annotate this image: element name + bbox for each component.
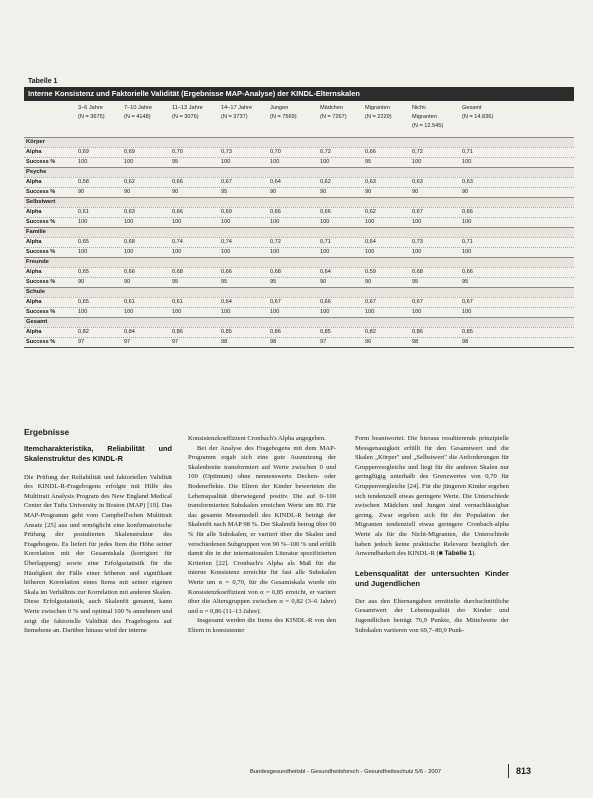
table-row xyxy=(24,327,574,337)
group-name: Familie xyxy=(24,227,574,237)
running-footer: Bundesgesundheitsbl - Gesundheitsforsch - Gesundheitsschutz 5/6 · 2007 xyxy=(250,769,442,775)
table-cell: 90 xyxy=(270,189,277,195)
paragraph-text: Form beantwortet. Die hieraus resultierende prinzipielle Messgenauigkeit erfüllt für den Gesamtwert und die Skalen „Körper" und „Selbstwert" die Anforderungen für Gruppenvergleiche und liegt für die anderen Skalen nur geringfügig unterhalb des Grenzwertes von 0,70 für Gruppenvergleiche [24]. Für die jüngeren Kinder ergeben sich tendenziell etwas geringere Werte. Die Unterschiede zwischen Mädchen und Jungen sind vernachlässigbar gering. Zwar ergeben sich für die Population der Migranten tendenziell etwas geringere Cronbach-alpha Werte als für die Nicht-Migranten, die Unterschiede haben jedoch keine praktische Relevanz bezüglich der Anwendbarkeit des KINDL-R ( xyxy=(355,435,509,558)
row-label: Success % xyxy=(26,189,56,195)
table-cell: 95 xyxy=(221,189,228,195)
table-cell: 0,62 xyxy=(124,179,135,185)
table-cell: 0,62 xyxy=(365,209,376,215)
group-name: Gesamt xyxy=(24,317,574,327)
column-header: 7–10 Jahre (N = 4148) xyxy=(124,105,152,120)
group-name: Selbstwert xyxy=(24,197,574,207)
table-cell: 100 xyxy=(78,159,88,165)
table-cell: 0,70 xyxy=(172,149,183,155)
table-cell: 90 xyxy=(124,189,131,195)
table-cell: 0,66 xyxy=(221,269,232,275)
group-name: Freunde xyxy=(24,257,574,267)
table-cell: 0,85 xyxy=(221,329,232,335)
table-cell: 0,58 xyxy=(78,179,89,185)
table-cell: 0,82 xyxy=(365,329,376,335)
table-cell: 100 xyxy=(124,159,134,165)
table-1 xyxy=(24,78,574,350)
table-cell: 100 xyxy=(172,249,182,255)
table-cell: 97 xyxy=(172,339,179,345)
table-body xyxy=(24,137,574,347)
table-cell: 100 xyxy=(320,309,330,315)
table-group xyxy=(24,317,574,347)
table-cell: 100 xyxy=(320,219,330,225)
table-cell: 0,66 xyxy=(320,299,331,305)
table-cell: 0,85 xyxy=(320,329,331,335)
table-group xyxy=(24,287,574,317)
table-cell: 0,71 xyxy=(462,239,473,245)
table-cell: 0,66 xyxy=(365,149,376,155)
table-cell: 95 xyxy=(270,279,277,285)
table-cell: 90 xyxy=(320,189,327,195)
paragraph: Die Prüfung der Reliabilität und faktoriellen Validität des KINDL-R-Fragebogens erfolgte mit Hilfe des Multitrait Analysis Program des New England Medical Center der Tufts University in Boston (MAP) [19]. Das MAP-Programm geht vom Campbell'schen Multitrait Ansatz [25] aus und ermöglicht eine konfirmatorische Prüfung der postulierten Skalenstruktur des Fragebogens. Es liefert für jedes Item die Höhe seiner Korrelation mit der Gesamtskala (korrigiert für Überlappung) sowie eine Erfolgsstatistik für die Häufigkeit der Fälle einer höheren und signifikant höheren Korrelation eines Items mit seiner eigenen Skala im Verhältnis zur Korrelation mit anderen Skalen. Diese Erfolgsstatistik, auch Skalenfit genannt, kann Werte zwischen 0 % und optimal 100 % annehmen und zeigt die faktorielle Validität des Fragebogens auf Itemebene an. Darüber hinaus wird der interne xyxy=(24,473,172,635)
table-cell: 0,64 xyxy=(365,239,376,245)
table-cell: 0,64 xyxy=(270,179,281,185)
table-cell: 100 xyxy=(124,249,134,255)
row-label: Alpha xyxy=(26,299,42,305)
table-cell: 100 xyxy=(320,159,330,165)
table-cell: 0,70 xyxy=(270,149,281,155)
table-cell: 90 xyxy=(78,189,85,195)
table-cell: 0,62 xyxy=(320,179,331,185)
table-cell: 100 xyxy=(412,309,422,315)
table-cell: 90 xyxy=(365,279,372,285)
table-cell: 100 xyxy=(412,159,422,165)
text-column-1 xyxy=(24,428,172,636)
table-cell: 97 xyxy=(78,339,85,345)
row-label: Alpha xyxy=(26,239,42,245)
table-row xyxy=(24,147,574,157)
table-cell: 0,64 xyxy=(221,299,232,305)
page-number: 813 xyxy=(516,766,532,776)
text-column-3 xyxy=(355,434,509,635)
group-name: Körper xyxy=(24,137,574,147)
table-cell: 0,69 xyxy=(78,149,89,155)
table-cell: 0,72 xyxy=(412,149,423,155)
table-cell: 95 xyxy=(412,279,419,285)
row-label: Success % xyxy=(26,219,56,225)
table-cell: 90 xyxy=(412,189,419,195)
table-cell: 98 xyxy=(462,339,469,345)
table-row xyxy=(24,157,574,167)
table-cell: 95 xyxy=(172,279,179,285)
table-cell: 0,61 xyxy=(172,299,183,305)
table-row xyxy=(24,247,574,257)
table-cell: 0,65 xyxy=(78,269,89,275)
table-row xyxy=(24,267,574,277)
table-title: Interne Konsistenz und Faktorielle Validität (Ergebnisse MAP-Analyse) der KINDL-Elternskalen xyxy=(24,87,574,101)
column-header: Migranten (N = 2229) xyxy=(365,105,392,120)
table-cell: 0,59 xyxy=(365,269,376,275)
table-cell: 100 xyxy=(412,219,422,225)
table-cell: 0,67 xyxy=(462,299,473,305)
row-label: Success % xyxy=(26,339,56,345)
table-cell: 0,63 xyxy=(365,179,376,185)
table-row xyxy=(24,297,574,307)
table-cell: 0,68 xyxy=(124,239,135,245)
row-label: Alpha xyxy=(26,269,42,275)
table-cell: 100 xyxy=(172,309,182,315)
row-label: Success % xyxy=(26,279,56,285)
table-cell: 100 xyxy=(412,249,422,255)
table-cell: 0,65 xyxy=(78,299,89,305)
table-group xyxy=(24,197,574,227)
table-cell: 0,63 xyxy=(124,209,135,215)
table-cell: 100 xyxy=(365,309,375,315)
table-reference-link[interactable]: ■ Tabelle 1 xyxy=(438,550,473,558)
table-cell: 100 xyxy=(462,159,472,165)
table-cell: 97 xyxy=(124,339,131,345)
table-cell: 100 xyxy=(221,219,231,225)
table-cell: 0,66 xyxy=(124,269,135,275)
table-cell: 90 xyxy=(462,189,469,195)
table-cell: 0,69 xyxy=(221,209,232,215)
table-cell: 100 xyxy=(172,219,182,225)
footer-divider xyxy=(508,764,509,778)
table-cell: 0,69 xyxy=(124,149,135,155)
table-cell: 0,72 xyxy=(320,149,331,155)
table-cell: 100 xyxy=(221,249,231,255)
table-cell: 0,66 xyxy=(462,209,473,215)
table-group xyxy=(24,227,574,257)
table-cell: 90 xyxy=(172,189,179,195)
table-cell: 100 xyxy=(270,249,280,255)
table-cell: 0,82 xyxy=(78,329,89,335)
paragraph: Insgesamt werden die Items des KINDL-R von den Eltern in konsistenter xyxy=(188,617,336,634)
table-cell: 100 xyxy=(78,219,88,225)
table-cell: 100 xyxy=(365,249,375,255)
table-cell: 100 xyxy=(221,159,231,165)
table-cell: 0,73 xyxy=(412,239,423,245)
group-name: Schule xyxy=(24,287,574,297)
table-cell: 0,84 xyxy=(124,329,135,335)
column-header: Jungen (N = 7569) xyxy=(270,105,297,120)
table-group xyxy=(24,257,574,287)
table-cell: 90 xyxy=(124,279,131,285)
table-row xyxy=(24,207,574,217)
paragraph xyxy=(355,434,509,559)
table-cell: 100 xyxy=(462,309,472,315)
row-label: Alpha xyxy=(26,209,42,215)
table-cell: 100 xyxy=(270,219,280,225)
table-row xyxy=(24,187,574,197)
table-cell: 100 xyxy=(320,249,330,255)
table-cell: 0,61 xyxy=(124,299,135,305)
table-bottom-rule xyxy=(24,347,574,350)
table-cell: 96 xyxy=(365,339,372,345)
table-cell: 100 xyxy=(365,219,375,225)
table-cell: 0,74 xyxy=(172,239,183,245)
table-cell: 0,86 xyxy=(172,329,183,335)
column-header: 14–17 Jahre (N = 3737) xyxy=(221,105,253,120)
table-cell: 98 xyxy=(412,339,419,345)
column-header: Mädchen (N = 7267) xyxy=(320,105,347,120)
table-cell: 0,66 xyxy=(172,209,183,215)
table-cell: 0,73 xyxy=(221,149,232,155)
row-label: Alpha xyxy=(26,179,42,185)
table-row xyxy=(24,277,574,287)
table-cell: 95 xyxy=(172,159,179,165)
table-cell: 0,86 xyxy=(412,329,423,335)
table-cell: 0,63 xyxy=(412,179,423,185)
table-cell: 98 xyxy=(221,339,228,345)
table-cell: 0,63 xyxy=(462,179,473,185)
table-group xyxy=(24,137,574,167)
section-heading: Ergebnisse xyxy=(24,427,70,437)
table-cell: 0,85 xyxy=(462,329,473,335)
table-cell: 90 xyxy=(365,189,372,195)
table-cell: 100 xyxy=(462,249,472,255)
table-cell: 0,67 xyxy=(412,299,423,305)
table-group xyxy=(24,167,574,197)
table-cell: 0,66 xyxy=(172,179,183,185)
row-label: Success % xyxy=(26,309,56,315)
table-cell: 0,71 xyxy=(320,239,331,245)
table-cell: 0,67 xyxy=(412,209,423,215)
table-cell: 0,67 xyxy=(270,299,281,305)
table-cell: 90 xyxy=(78,279,85,285)
table-cell: 100 xyxy=(78,249,88,255)
paragraph: Der aus den Elternangaben ermittelte durchschnittliche Gesamtwert der Lebensqualität der Kinder und Jugendlichen beträgt 76,9 Punkte, die Mittelwerte der Subskalen variieren von 69,7–80,9 Punk- xyxy=(355,597,509,634)
table-cell: 0,67 xyxy=(221,179,232,185)
table-cell: 0,67 xyxy=(365,299,376,305)
table-cell: 100 xyxy=(462,219,472,225)
table-cell: 0,64 xyxy=(320,269,331,275)
table-cell: 0,66 xyxy=(320,209,331,215)
row-label: Success % xyxy=(26,159,56,165)
table-cell: 0,66 xyxy=(270,209,281,215)
subsection-heading: Lebensqualität der untersuchten Kinder und Jugendlichen xyxy=(355,568,509,588)
table-cell: 0,61 xyxy=(78,209,89,215)
column-header: Nicht- Migranten (N = 12.545) xyxy=(412,105,444,129)
table-cell: 0,68 xyxy=(270,269,281,275)
table-row xyxy=(24,307,574,317)
text-column-2 xyxy=(188,434,336,635)
paragraph: Bei der Analyse des Fragebogens mit dem MAP-Programm ergab sich eine gute Ausnutzung der Skalenbreite transformiert auf Werte zwischen 0 und 100 (Optimum) ohne nennenswerte Decken- oder Bodeneffekte. Die Eltern der Kinder bewerteten die Lebensqualität überwiegend positiv. Die auf 0–100 transformierten Subskalen erreichen Werte um 80. Für das gesamte Messmodell des KINDL-R beträgt der Skalenfit nach MAP 98 %. Der Skalenfit betrug über 90 % für alle Subskalen, er variiert über die Skalen und verschiedenen Subgruppen von 90 %–100 % und erfüllt damit die in der internationalen Literatur spezifizierten Kriterien [22]. Cronbach's Alpha als Maß für die interne Konsistenz erreichte für fast alle Subskalen Werte um α = 0,70, für die Gesamtskala wurde ein Konsistenzkoeffizient von α = 0,85 erreicht, er variiert über die Altersgruppen zwischen α = 0,82 (3–6 Jahre) und α = 0,86 (11–13 Jahre). xyxy=(188,444,336,615)
table-row xyxy=(24,337,574,347)
subsection-heading: Itemcharakteristika, Reliabilität und Skalenstruktur des KINDL-R xyxy=(24,443,172,463)
table-row xyxy=(24,217,574,227)
table-cell: 100 xyxy=(124,219,134,225)
row-label: Success % xyxy=(26,249,56,255)
paragraph: Konsistenzkoeffizient Cronbach's Alpha angegeben. xyxy=(188,435,326,442)
table-cell: 100 xyxy=(124,309,134,315)
group-name: Psyche xyxy=(24,167,574,177)
table-cell: 95 xyxy=(365,159,372,165)
table-cell: 98 xyxy=(270,339,277,345)
table-cell: 100 xyxy=(270,309,280,315)
table-cell: 0,68 xyxy=(172,269,183,275)
table-header-row xyxy=(24,101,574,137)
table-cell: 95 xyxy=(221,279,228,285)
table-cell: 100 xyxy=(78,309,88,315)
table-cell: 0,71 xyxy=(462,149,473,155)
table-cell: 0,72 xyxy=(270,239,281,245)
paragraph-end: ). xyxy=(472,550,477,558)
table-label: Tabelle 1 xyxy=(28,78,58,85)
table-row xyxy=(24,237,574,247)
column-header: 3–6 Jahre (N = 3675) xyxy=(78,105,105,120)
table-cell: 0,86 xyxy=(270,329,281,335)
table-cell: 95 xyxy=(462,279,469,285)
table-cell: 0,65 xyxy=(78,239,89,245)
row-label: Alpha xyxy=(26,149,42,155)
table-cell: 100 xyxy=(270,159,280,165)
table-row xyxy=(24,177,574,187)
table-cell: 0,74 xyxy=(221,239,232,245)
column-header: 11–13 Jahre (N = 3076) xyxy=(172,105,203,120)
table-cell: 0,68 xyxy=(412,269,423,275)
table-cell: 100 xyxy=(221,309,231,315)
table-cell: 97 xyxy=(320,339,327,345)
table-cell: 0,66 xyxy=(462,269,473,275)
table-cell: 90 xyxy=(320,279,327,285)
row-label: Alpha xyxy=(26,329,42,335)
column-header: Gesamt (N = 14.836) xyxy=(462,105,494,120)
